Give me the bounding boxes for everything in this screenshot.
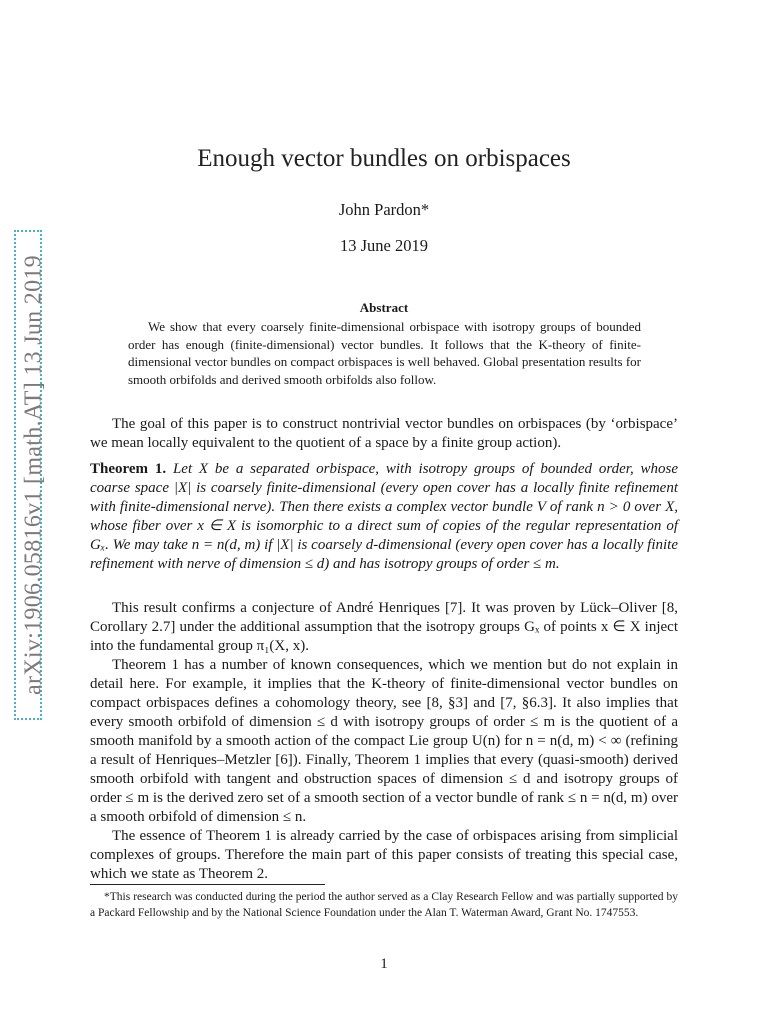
footnote: *This research was conducted during the period the author served as a Clay Research Fellow and was partially supported by a Packard Fellowship and by the National Science Foundation under the Alan T. Waterman Award, Grant No. 1747553. bbox=[90, 891, 678, 919]
page-number: 1 bbox=[380, 956, 388, 972]
theorem-label: Theorem 1. bbox=[90, 461, 167, 477]
paragraph: Theorem 1 has a number of known consequences, which we mention but do not explain in detail here. For example, it implies that the K-theory of finite-dimensional vector bundles on compact orbispaces defines a cohomology theory, see [8, §3] and [7, §6.3]. It also implies that every smooth orbifold of dimension ≤ d with isotropy groups of order ≤ m is the quotient of a smooth manifold by a smooth action of the compact Lie group U(n) for n = n(d, m) < ∞ (refining a result of Henriques–Metzler [6]). Finally, Theorem 1 implies that every (quasi-smooth) derived smooth orbifold with tangent and obstruction spaces of dimension ≤ d and isotropy groups of order ≤ m is the derived zero set of a smooth section of a vector bundle of rank ≤ n = n(d, m) over a smooth orbifold of dimension ≤ n. bbox=[90, 657, 678, 825]
body-text bbox=[90, 599, 678, 884]
paper-title: Enough vector bundles on orbispaces bbox=[197, 145, 571, 172]
footnote-divider bbox=[90, 884, 325, 885]
theorem-1 bbox=[90, 460, 678, 574]
paragraph: This result confirms a conjecture of André Henriques [7]. It was proven by Lück–Oliver [8, Corollary 2.7] under the additional assumption that the isotropy groups Gₓ of points x ∈ X inject into the fundamental group π₁(X, x). bbox=[90, 600, 678, 654]
author-name: John Pardon* bbox=[338, 200, 430, 219]
theorem-statement: Let X be a separated orbispace, with isotropy groups of bounded order, whose coarse space |X| is coarsely finite-dimensional (every open cover has a locally finite refinement with finite-dimensional nerve). Then there exists a complex vector bundle V of rank n > 0 over X, whose fiber over x ∈ X is isomorphic to a direct sum of copies of the regular representation of Gₓ. We may take n = n(d, m) if |X| is coarsely d-dimensional (every open cover has a locally finite refinement with nerve of dimension ≤ d) and has isotropy groups of order ≤ m. bbox=[90, 461, 679, 572]
abstract-heading: Abstract bbox=[359, 300, 409, 315]
abstract-text: We show that every coarsely finite-dimensional orbispace with isotropy groups of bounded order has enough (finite-dimensional) vector bundles. It follows that the K-theory of finite-dimensional vector bundles on compact orbispaces is well behaved. Global presentation results for smooth orbifolds and derived smooth orbifolds also follow. bbox=[128, 319, 641, 387]
arxiv-identifier[interactable]: arXiv:1906.05816v1 [math.AT] 13 Jun 2019 bbox=[20, 255, 47, 695]
paragraph: The essence of Theorem 1 is already carried by the case of orbispaces arising from simplicial complexes of groups. Therefore the main part of this paper consists of treating this special case, which we state as Theorem 2. bbox=[90, 828, 678, 882]
paper-date: 13 June 2019 bbox=[340, 236, 428, 255]
intro-paragraph: The goal of this paper is to construct nontrivial vector bundles on orbispaces (by ‘orbispace’ we mean locally equivalent to the quotient of a space by a finite group action). bbox=[90, 416, 678, 451]
